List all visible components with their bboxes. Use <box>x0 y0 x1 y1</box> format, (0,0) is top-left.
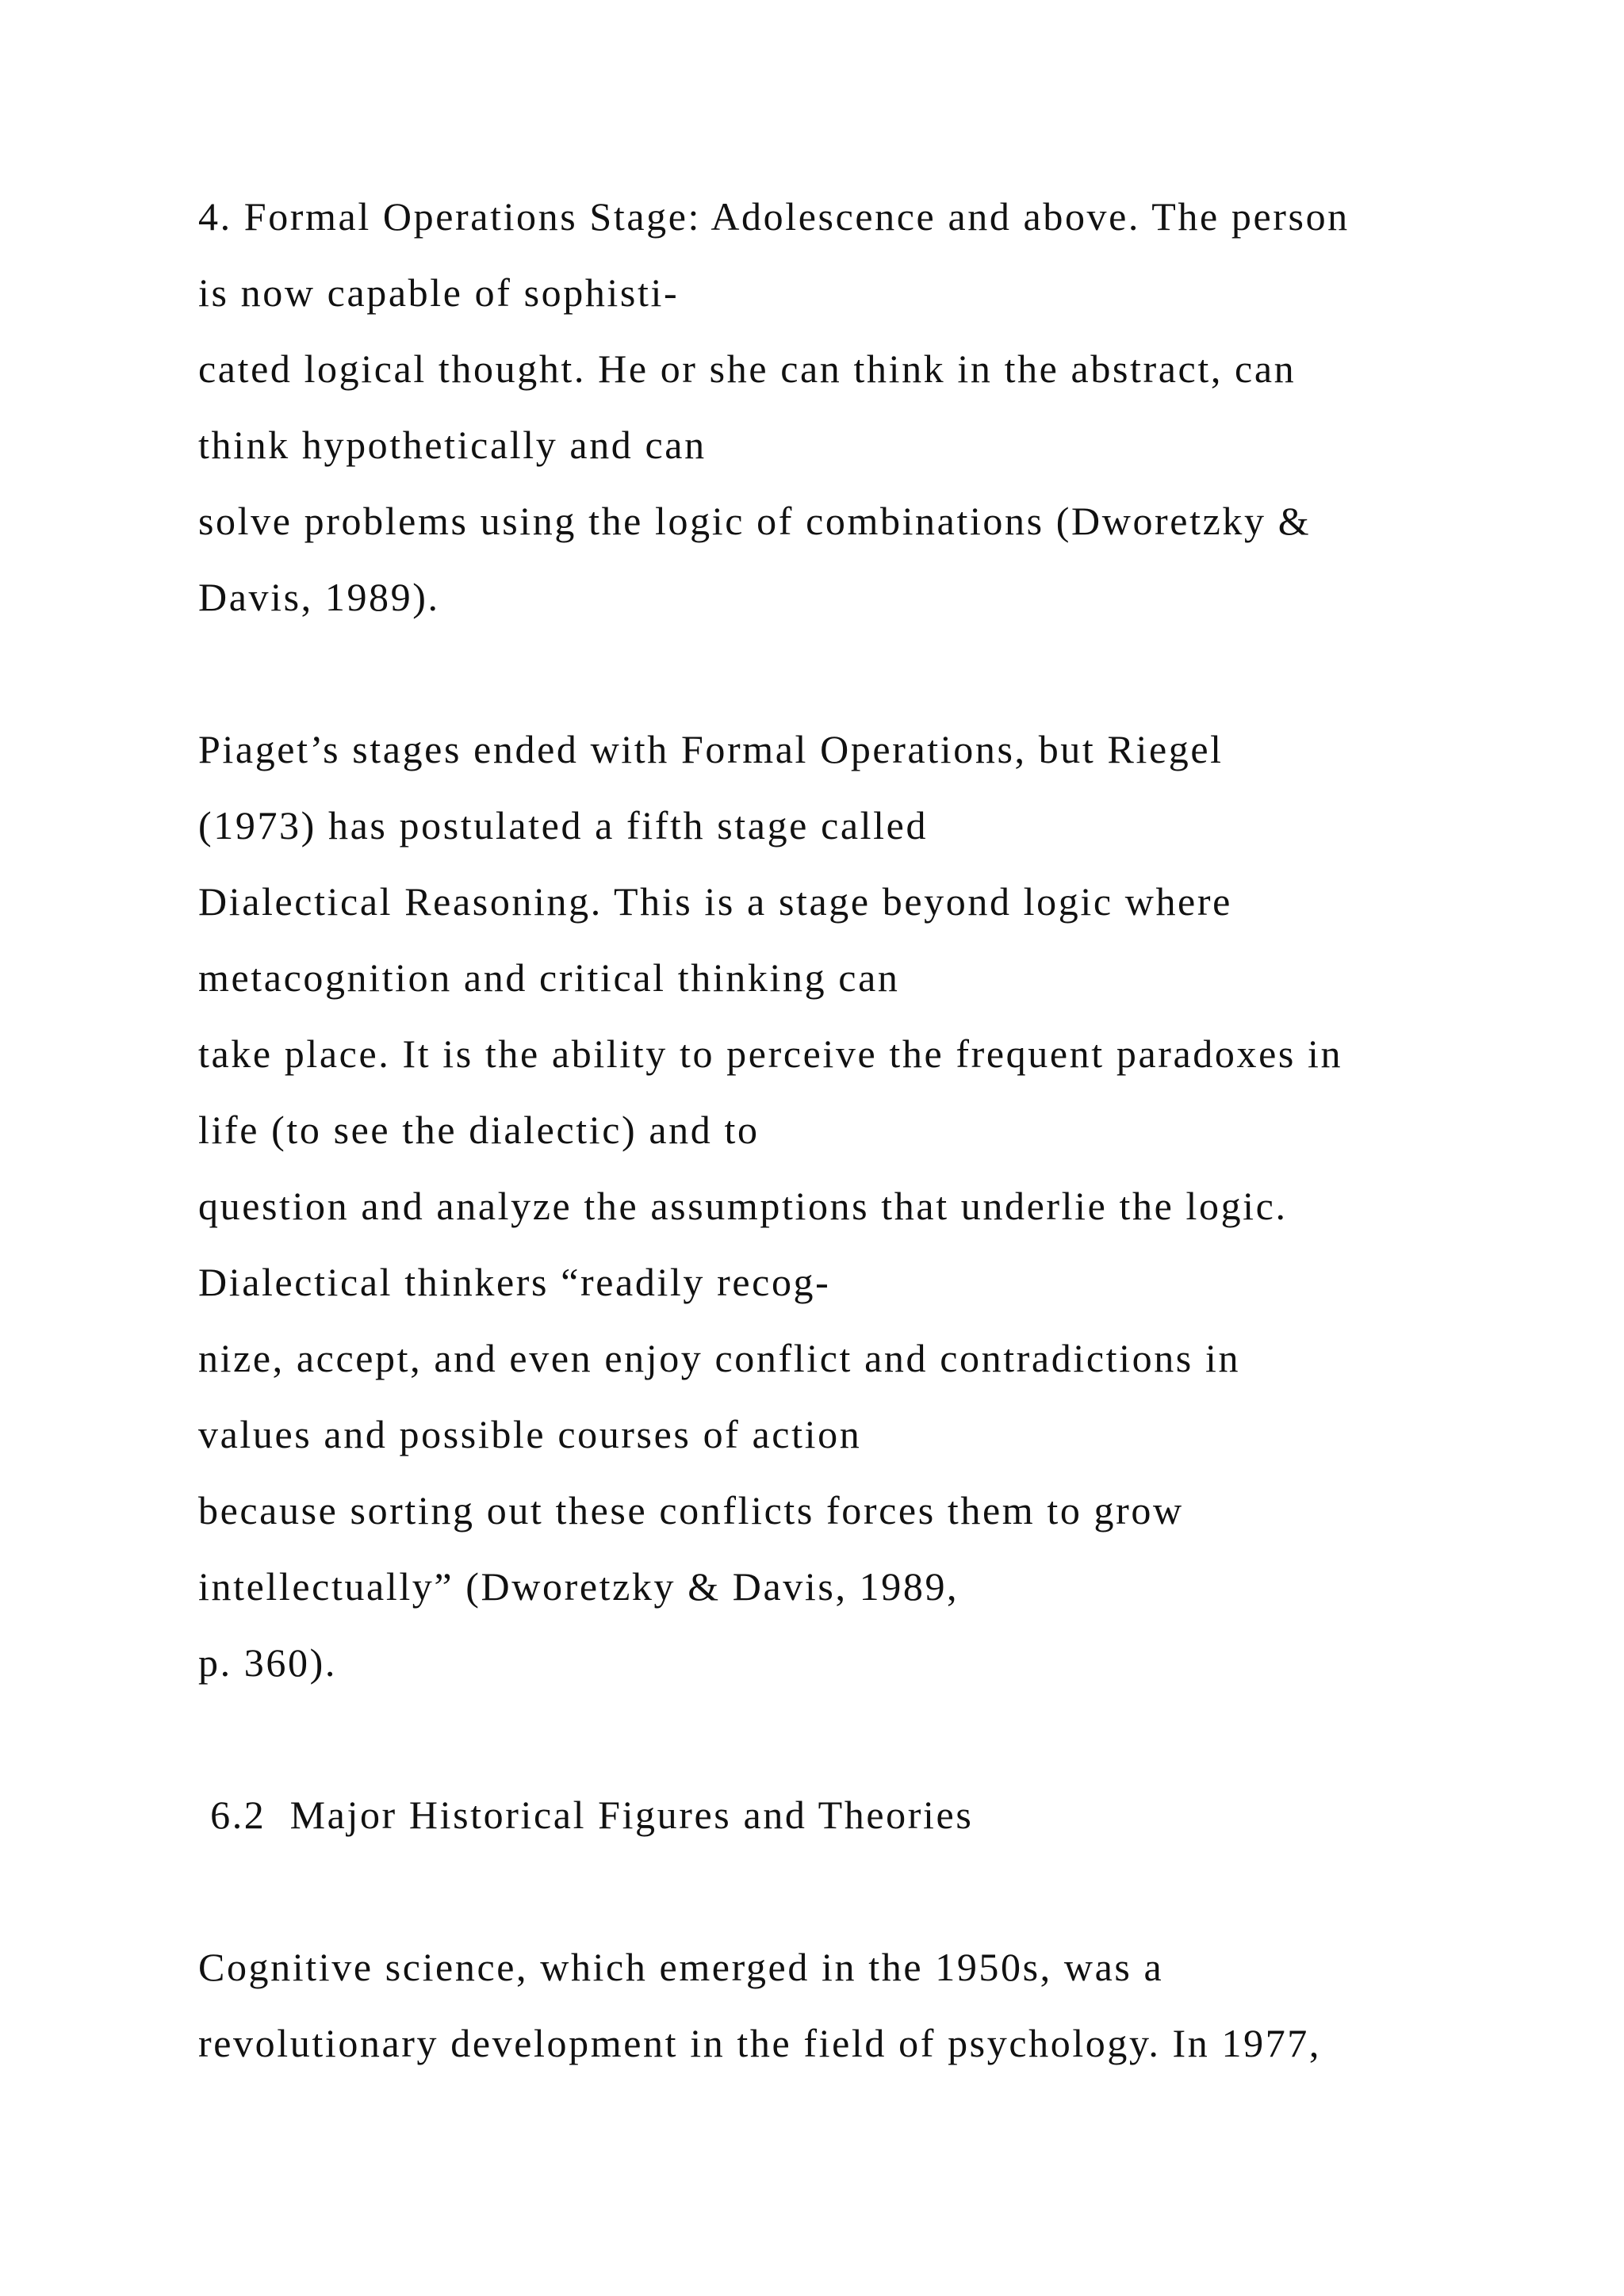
paragraph-3-line-1: Cognitive science, which emerged in the 1950s, was a <box>198 1945 1164 1989</box>
paragraph-1-line-1: 4. Formal Operations Stage: Adolescence and above. The person <box>198 194 1350 239</box>
paragraph-2-line-9: nize, accept, and even enjoy conflict and contradictions in <box>198 1336 1241 1380</box>
paragraph-3-line-2: revolutionary development in the field of psychology. In 1977, <box>198 2021 1322 2065</box>
paragraph-2-line-2: (1973) has postulated a fifth stage called <box>198 803 929 848</box>
paragraph-2-line-6: life (to see the dialectic) and to <box>198 1108 760 1152</box>
paragraph-1-line-4: think hypothetically and can <box>198 423 707 467</box>
paragraph-2-line-1: Piaget’s stages ended with Formal Operations, but Riegel <box>198 727 1224 771</box>
paragraph-2-line-10: values and possible courses of action <box>198 1412 862 1456</box>
section-heading: 6.2 Major Historical Figures and Theories <box>198 1793 974 1837</box>
paragraph-2-line-5: take place. It is the ability to perceive the frequent paradoxes in <box>198 1031 1343 1076</box>
paragraph-2-line-7: question and analyze the assumptions that underlie the logic. <box>198 1184 1288 1228</box>
paragraph-2-line-12: intellectually” (Dworetzky & Davis, 1989, <box>198 1564 959 1609</box>
paragraph-2-line-11: because sorting out these conflicts forces them to grow <box>198 1488 1184 1533</box>
paragraph-1-line-2: is now capable of sophisti- <box>198 270 680 315</box>
paragraph-1-line-3: cated logical thought. He or she can think in the abstract, can <box>198 346 1297 391</box>
paragraph-2-line-3: Dialectical Reasoning. This is a stage beyond logic where <box>198 879 1232 924</box>
paragraph-1-line-5: solve problems using the logic of combinations (Dworetzky & <box>198 499 1312 543</box>
paragraph-1-line-6: Davis, 1989). <box>198 575 440 619</box>
paragraph-2-line-8: Dialectical thinkers “readily recog- <box>198 1260 831 1304</box>
paragraph-2-line-4: metacognition and critical thinking can <box>198 955 900 1000</box>
paragraph-2-line-13: p. 360). <box>198 1640 337 1685</box>
